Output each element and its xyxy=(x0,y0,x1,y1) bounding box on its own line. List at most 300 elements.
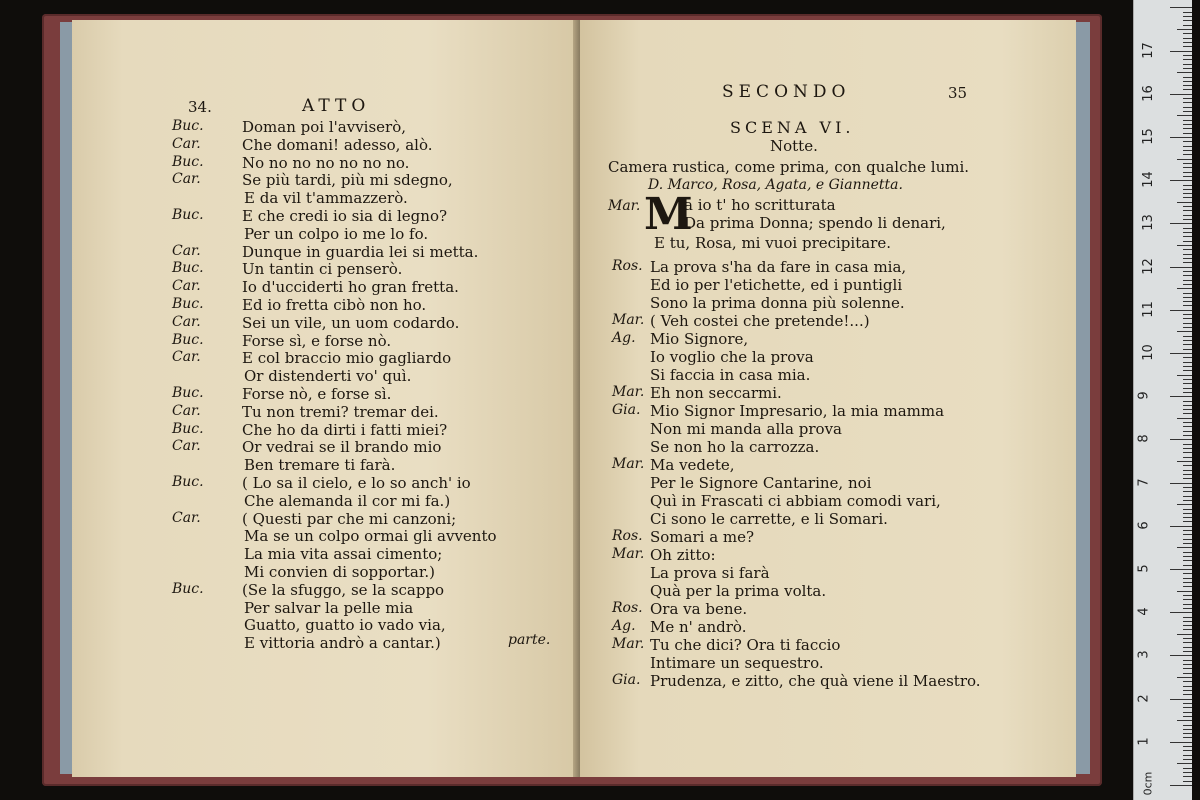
ruler-tick xyxy=(1183,197,1192,198)
speaker-label: Ag. xyxy=(612,330,636,346)
ruler-tick xyxy=(1183,172,1192,173)
ruler-tick xyxy=(1183,465,1192,466)
ruler-tick xyxy=(1183,59,1192,60)
drop-cap: M xyxy=(644,189,693,240)
ruler-tick xyxy=(1183,128,1192,129)
ruler-number: 2 xyxy=(1136,693,1152,703)
ruler-tick xyxy=(1183,344,1192,345)
speech-text: La prova si farà xyxy=(650,564,770,582)
scene-setting: Camera rustica, come prima, con qualche lumi. xyxy=(608,158,970,176)
ruler-tick xyxy=(1183,262,1192,263)
speaker-label: Car. xyxy=(172,242,201,259)
ruler-tick xyxy=(1170,353,1192,354)
ruler-tick xyxy=(1183,185,1192,186)
dialogue-line xyxy=(72,581,580,599)
dialogue-line xyxy=(580,312,1076,330)
dialogue-line xyxy=(580,654,1076,672)
speech-text: Somari a me? xyxy=(650,528,755,546)
speaker-label: Ros. xyxy=(612,600,643,616)
ruler-tick xyxy=(1183,120,1192,121)
ruler-tick xyxy=(1183,534,1192,535)
ruler-tick xyxy=(1170,439,1192,440)
ruler-tick xyxy=(1183,491,1192,492)
left-page xyxy=(72,20,580,777)
ruler-tick xyxy=(1183,167,1192,168)
speech-text: Or distenderti vo' quì. xyxy=(244,367,412,386)
ruler-tick xyxy=(1170,94,1192,95)
scene-time: Notte. xyxy=(770,137,818,155)
dialogue-line xyxy=(580,348,1076,366)
ruler-tick xyxy=(1183,651,1192,652)
ruler-tick xyxy=(1183,517,1192,518)
ruler-tick xyxy=(1183,530,1192,531)
speech-text: ( Veh costei che pretende!...) xyxy=(650,312,870,330)
speech-text: Intimare un sequestro. xyxy=(650,654,824,672)
ruler-tick xyxy=(1183,219,1192,220)
dialogue-line xyxy=(72,634,580,652)
ruler-tick xyxy=(1183,275,1192,276)
ruler-tick xyxy=(1170,51,1192,52)
dialogue-line xyxy=(72,118,580,136)
speaker-label: Gia. xyxy=(612,672,641,688)
speaker-label: Ag. xyxy=(612,618,636,634)
ruler-tick xyxy=(1183,20,1192,21)
ruler-tick xyxy=(1170,483,1192,484)
ruler-tick xyxy=(1183,210,1192,211)
dialogue-line xyxy=(580,294,1076,312)
ruler-tick xyxy=(1183,422,1192,423)
ruler-tick xyxy=(1183,405,1192,406)
ruler-tick xyxy=(1177,634,1192,635)
ruler-tick xyxy=(1183,716,1192,717)
ruler-tick xyxy=(1183,543,1192,544)
dialogue-line xyxy=(72,599,580,617)
speaker-label: Gia. xyxy=(612,402,641,418)
ruler-tick xyxy=(1177,591,1192,592)
speaker-label: Car. xyxy=(172,135,201,152)
ruler-tick xyxy=(1183,77,1192,78)
ruler-tick xyxy=(1183,452,1192,453)
speaker-label: Car. xyxy=(172,402,201,419)
ruler-tick xyxy=(1183,470,1192,471)
dialogue-line xyxy=(72,421,580,439)
speech-text: Quà per la prima volta. xyxy=(650,582,827,600)
measurement-ruler xyxy=(1133,0,1192,800)
ruler-number: 7 xyxy=(1136,477,1152,487)
speaker-label: Buc. xyxy=(172,260,204,277)
ruler-tick xyxy=(1183,111,1192,112)
speech-text: Ci sono le carrette, e li Somari. xyxy=(650,510,888,528)
stage-direction: parte. xyxy=(508,632,551,648)
ruler-tick xyxy=(1170,569,1192,570)
ruler-tick xyxy=(1183,258,1192,259)
ruler-tick xyxy=(1183,586,1192,587)
ruler-number: 6 xyxy=(1136,521,1152,530)
ruler-tick xyxy=(1183,781,1192,782)
ruler-tick xyxy=(1183,621,1192,622)
ruler-tick xyxy=(1183,729,1192,730)
ruler-tick xyxy=(1170,137,1192,138)
ruler-tick xyxy=(1177,504,1192,505)
ruler-tick xyxy=(1183,392,1192,393)
ruler-tick xyxy=(1183,280,1192,281)
speech-text: Quì in Frascati ci abbiam comodi vari, xyxy=(650,492,941,510)
ruler-tick xyxy=(1183,608,1192,609)
speaker-label: Ros. xyxy=(612,258,643,274)
ruler-tick xyxy=(1183,737,1192,738)
ruler-tick xyxy=(1183,293,1192,294)
ruler-tick xyxy=(1183,474,1192,475)
ruler-tick xyxy=(1183,604,1192,605)
dialogue-line xyxy=(580,276,1076,294)
ruler-tick xyxy=(1183,68,1192,69)
ruler-tick xyxy=(1183,681,1192,682)
ruler-tick xyxy=(1183,236,1192,237)
dialogue-line xyxy=(72,314,580,332)
speech-text: Ora va bene. xyxy=(650,600,748,618)
ruler-tick xyxy=(1183,176,1192,177)
dialogue-line xyxy=(72,189,580,207)
ruler-tick xyxy=(1183,552,1192,553)
speaker-label: Buc. xyxy=(172,580,204,597)
right-page xyxy=(580,20,1076,777)
ruler-tick xyxy=(1183,776,1192,777)
ruler-tick xyxy=(1183,349,1192,350)
ruler-tick xyxy=(1183,336,1192,337)
speaker-label: Ros. xyxy=(612,528,643,544)
dialogue-line xyxy=(580,672,1076,690)
speaker-label: Car. xyxy=(172,349,201,366)
ruler-tick xyxy=(1183,124,1192,125)
ruler-tick xyxy=(1183,712,1192,713)
speaker-label: Car. xyxy=(172,171,201,188)
speech-text: Oh zitto: xyxy=(650,546,716,564)
speech-text: Prudenza, e zitto, che quà viene il Maestro. xyxy=(650,672,981,690)
ruler-tick xyxy=(1183,271,1192,272)
speech-text: Dunque in guardia lei si metta. xyxy=(242,242,479,261)
speech-text: Mio Signor Impresario, la mia mamma xyxy=(650,402,945,420)
dialogue-line xyxy=(580,492,1076,510)
ruler-tick xyxy=(1183,487,1192,488)
dialogue-line xyxy=(72,545,580,563)
ruler-tick xyxy=(1183,64,1192,65)
speech-text: Che ho da dirti i fatti miei? xyxy=(242,420,448,439)
dialogue-line xyxy=(72,474,580,492)
ruler-tick xyxy=(1183,444,1192,445)
speaker-label: Buc. xyxy=(172,474,204,490)
dialogue-line xyxy=(580,420,1076,438)
speaker-label: Mar. xyxy=(612,456,645,472)
ruler-tick xyxy=(1177,202,1192,203)
ruler-tick xyxy=(1177,288,1192,289)
speaker-label: Buc. xyxy=(172,331,204,348)
ruler-tick xyxy=(1183,686,1192,687)
speaker-label: Buc. xyxy=(172,118,204,134)
ruler-tick xyxy=(1183,595,1192,596)
dialogue-line xyxy=(72,385,580,403)
dialogue-line xyxy=(580,474,1076,492)
ruler-tick xyxy=(1183,301,1192,302)
speech-text: Ma vedete, xyxy=(650,456,735,474)
dialogue-line xyxy=(580,456,1076,474)
ruler-number: 1 xyxy=(1136,737,1152,746)
dialogue-line xyxy=(72,260,580,278)
ruler-tick xyxy=(1183,431,1192,432)
ruler-tick xyxy=(1183,560,1192,561)
ruler-tick xyxy=(1170,612,1192,613)
ruler-tick xyxy=(1183,232,1192,233)
ruler-tick xyxy=(1183,664,1192,665)
ruler-tick xyxy=(1183,599,1192,600)
speech-text: Ed io fretta cibò non ho. xyxy=(242,296,427,314)
ruler-tick xyxy=(1183,703,1192,704)
dialogue-line xyxy=(72,136,580,154)
ruler-tick xyxy=(1170,742,1192,743)
dialogue-line xyxy=(580,438,1076,456)
ruler-tick xyxy=(1170,699,1192,700)
speech-text: Un tantin ci penserò. xyxy=(242,260,403,279)
speech-line: a io t' ho scritturata xyxy=(684,196,836,214)
dialogue-line xyxy=(580,384,1076,402)
dialogue-line xyxy=(72,243,580,261)
ruler-tick xyxy=(1183,323,1192,324)
speech-text: Guatto, guatto io vado via, xyxy=(244,616,446,635)
ruler-tick xyxy=(1183,133,1192,134)
speech-text: Ben tremare ti farà. xyxy=(244,456,396,475)
speaker-label: Buc. xyxy=(172,207,204,223)
ruler-tick xyxy=(1183,772,1192,773)
speech-text: Tu non tremi? tremar dei. xyxy=(242,402,439,421)
speaker-label: Buc. xyxy=(172,296,204,312)
speech-text: Mio Signore, xyxy=(650,330,749,348)
speech-text: Doman poi l'avviserò, xyxy=(242,118,407,136)
dialogue-line xyxy=(580,528,1076,546)
ruler-number: 11 xyxy=(1140,301,1156,318)
ruler-tick xyxy=(1183,141,1192,142)
ruler-tick xyxy=(1183,725,1192,726)
ruler-tick xyxy=(1183,509,1192,510)
ruler-tick xyxy=(1170,655,1192,656)
ruler-tick xyxy=(1170,223,1192,224)
ruler-tick xyxy=(1177,418,1192,419)
ruler-tick xyxy=(1183,733,1192,734)
ruler-tick xyxy=(1183,413,1192,414)
ruler-tick xyxy=(1177,720,1192,721)
ruler-tick xyxy=(1183,16,1192,17)
ruler-number: 4 xyxy=(1136,607,1152,616)
ruler-tick xyxy=(1183,42,1192,43)
ruler-unit: 0cm xyxy=(1141,771,1155,796)
ruler-tick xyxy=(1183,578,1192,579)
ruler-tick xyxy=(1183,500,1192,501)
ruler-tick xyxy=(1183,33,1192,34)
speech-text: E vittoria andrò a cantar.) xyxy=(244,634,441,653)
speech-text: (Se la sfuggo, se la scappo xyxy=(242,580,445,599)
ruler-tick xyxy=(1177,115,1192,116)
dialogue-line xyxy=(72,154,580,172)
ruler-tick xyxy=(1183,107,1192,108)
ruler-tick xyxy=(1183,81,1192,82)
speech-text: Si faccia in casa mia. xyxy=(650,366,811,384)
ruler-tick xyxy=(1183,189,1192,190)
ruler-tick xyxy=(1183,254,1192,255)
ruler-tick xyxy=(1177,72,1192,73)
scene-title: SCENA VI. xyxy=(730,118,855,137)
ruler-tick xyxy=(1183,690,1192,691)
ruler-tick xyxy=(1183,642,1192,643)
ruler-tick xyxy=(1183,305,1192,306)
ruler-tick xyxy=(1183,707,1192,708)
ruler-tick xyxy=(1183,146,1192,147)
speech-text: Tu che dici? Ora ti faccio xyxy=(650,636,841,654)
ruler-tick xyxy=(1183,284,1192,285)
dialogue-line xyxy=(72,349,580,367)
ruler-tick xyxy=(1183,163,1192,164)
speech-text: Forse sì, e forse nò. xyxy=(242,331,392,350)
speech-text: E da vil t'ammazzerò. xyxy=(244,189,408,208)
speaker-label: Mar. xyxy=(608,198,641,214)
ruler-tick xyxy=(1183,539,1192,540)
ruler-tick xyxy=(1183,102,1192,103)
dialogue-line xyxy=(72,207,580,225)
ruler-tick xyxy=(1183,241,1192,242)
ruler-tick xyxy=(1183,85,1192,86)
ruler-tick xyxy=(1177,29,1192,30)
speech-text: Per salvar la pelle mia xyxy=(244,598,414,617)
ruler-tick xyxy=(1183,629,1192,630)
ruler-tick xyxy=(1177,763,1192,764)
ruler-tick xyxy=(1170,267,1192,268)
dialogue-line xyxy=(72,438,580,456)
ruler-tick xyxy=(1177,461,1192,462)
ruler-tick xyxy=(1183,38,1192,39)
dialogue-line xyxy=(72,616,580,634)
ruler-tick xyxy=(1183,638,1192,639)
ruler-tick xyxy=(1183,513,1192,514)
speech-text: Eh non seccarmi. xyxy=(650,384,782,402)
speaker-label: Car. xyxy=(172,278,201,295)
speaker-label: Buc. xyxy=(172,420,204,437)
ruler-tick xyxy=(1183,673,1192,674)
dialogue-line xyxy=(72,510,580,528)
dialogue-line xyxy=(580,330,1076,348)
ruler-tick xyxy=(1183,46,1192,47)
dialogue-line xyxy=(72,225,580,243)
dialogue-line xyxy=(72,492,580,510)
ruler-tick xyxy=(1183,768,1192,769)
ruler-tick xyxy=(1183,521,1192,522)
ruler-number: 3 xyxy=(1136,650,1152,660)
ruler-tick xyxy=(1183,98,1192,99)
ruler-tick xyxy=(1183,150,1192,151)
ruler-number: 16 xyxy=(1140,85,1156,102)
speech-text: La prova s'ha da fare in casa mia, xyxy=(650,258,907,276)
speaker-label: Buc. xyxy=(172,153,204,170)
ruler-number: 15 xyxy=(1140,128,1156,145)
ruler-tick xyxy=(1183,206,1192,207)
speech-text: Sono la prima donna più solenne. xyxy=(650,294,905,312)
speech-text: La mia vita assai cimento; xyxy=(244,545,443,564)
dialogue-line xyxy=(580,600,1076,618)
ruler-tick xyxy=(1170,396,1192,397)
running-head: SECONDO xyxy=(722,82,851,102)
ruler-tick xyxy=(1177,677,1192,678)
ruler-tick xyxy=(1183,755,1192,756)
speech-text: Che domani! adesso, alò. xyxy=(242,135,433,154)
ruler-tick xyxy=(1170,180,1192,181)
speech-text: Per un colpo io me lo fo. xyxy=(244,224,429,243)
dialogue-line xyxy=(72,367,580,385)
ruler-tick xyxy=(1183,401,1192,402)
ruler-number: 9 xyxy=(1136,391,1152,400)
speech-text: Che alemanda il cor mi fa.) xyxy=(244,491,451,510)
ruler-tick xyxy=(1183,409,1192,410)
speech-text: Non mi manda alla prova xyxy=(650,420,842,438)
ruler-tick xyxy=(1183,362,1192,363)
speech-text: No no no no no no no. xyxy=(242,153,410,172)
dialogue-line xyxy=(580,366,1076,384)
ruler-tick xyxy=(1183,25,1192,26)
ruler-tick xyxy=(1183,435,1192,436)
ruler-tick xyxy=(1183,193,1192,194)
speaker-label: Mar. xyxy=(612,546,645,562)
speaker-label: Car. xyxy=(172,438,201,455)
dialogue-line xyxy=(580,258,1076,276)
ruler-tick xyxy=(1183,370,1192,371)
dialogue-line xyxy=(580,510,1076,528)
ruler-tick xyxy=(1183,340,1192,341)
ruler-tick xyxy=(1183,318,1192,319)
dialogue-line xyxy=(72,456,580,474)
ruler-tick xyxy=(1183,565,1192,566)
ruler-tick xyxy=(1183,759,1192,760)
speaker-label: Car. xyxy=(172,313,201,330)
ruler-tick xyxy=(1183,89,1192,90)
speech-text: Me n' andrò. xyxy=(650,618,747,636)
speech-text: Forse nò, e forse sì. xyxy=(242,385,392,403)
speech-text: ( Questi par che mi canzoni; xyxy=(242,509,457,528)
ruler-tick xyxy=(1183,556,1192,557)
ruler-tick xyxy=(1183,154,1192,155)
ruler-tick xyxy=(1183,12,1192,13)
scene-characters: D. Marco, Rosa, Agata, e Giannetta. xyxy=(648,177,903,193)
ruler-tick xyxy=(1183,750,1192,751)
ruler-tick xyxy=(1177,331,1192,332)
dialogue-line xyxy=(72,296,580,314)
ruler-number: 8 xyxy=(1136,434,1152,444)
ruler-tick xyxy=(1183,573,1192,574)
ruler-tick xyxy=(1170,310,1192,311)
speech-text: Io d'ucciderti ho gran fretta. xyxy=(242,278,459,297)
speech-text: Or vedrai se il brando mio xyxy=(242,438,442,457)
speech-text: ( Lo sa il cielo, e lo so anch' io xyxy=(242,474,471,492)
page-number: 34. xyxy=(188,98,212,116)
speech-text: Io voglio che la prova xyxy=(650,348,814,366)
dialogue-line xyxy=(580,546,1076,564)
ruler-tick xyxy=(1183,426,1192,427)
page-number: 35 xyxy=(948,84,968,102)
ruler-tick xyxy=(1183,694,1192,695)
ruler-tick xyxy=(1183,249,1192,250)
dialogue-line xyxy=(580,636,1076,654)
ruler-tick xyxy=(1183,383,1192,384)
ruler-tick xyxy=(1183,660,1192,661)
speech-text: Per le Signore Cantarine, noi xyxy=(650,474,872,492)
speaker-label: Buc. xyxy=(172,385,204,401)
ruler-number: 10 xyxy=(1140,344,1156,361)
dialogue-line xyxy=(72,278,580,296)
ruler-tick xyxy=(1177,159,1192,160)
